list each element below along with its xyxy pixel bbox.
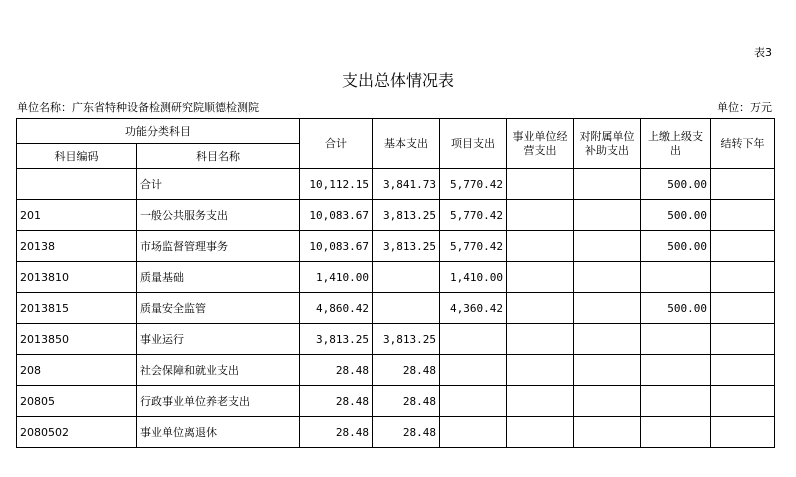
table-row bbox=[17, 417, 775, 448]
cell-business-expenditure bbox=[507, 262, 574, 293]
cell-total: 10,083.67 bbox=[300, 231, 373, 262]
table-row bbox=[17, 324, 775, 355]
cell-subsidy-expenditure bbox=[574, 293, 641, 324]
cell-basic-expenditure: 3,813.25 bbox=[373, 324, 440, 355]
cell-subject-name: 市场监督管理事务 bbox=[137, 231, 300, 262]
cell-project-expenditure: 5,770.42 bbox=[440, 169, 507, 200]
table-row bbox=[17, 169, 775, 200]
header-project-expenditure: 项目支出 bbox=[440, 119, 507, 169]
header-upper-payment: 上缴上级支出 bbox=[641, 119, 711, 169]
cell-subject-code: 2080502 bbox=[17, 417, 137, 448]
cell-total: 3,813.25 bbox=[300, 324, 373, 355]
cell-carry-forward bbox=[711, 355, 775, 386]
cell-business-expenditure bbox=[507, 200, 574, 231]
cell-business-expenditure bbox=[507, 355, 574, 386]
cell-basic-expenditure bbox=[373, 262, 440, 293]
cell-business-expenditure bbox=[507, 324, 574, 355]
cell-carry-forward bbox=[711, 200, 775, 231]
table-row bbox=[17, 386, 775, 417]
table-row bbox=[17, 231, 775, 262]
cell-project-expenditure bbox=[440, 386, 507, 417]
cell-business-expenditure bbox=[507, 231, 574, 262]
cell-carry-forward bbox=[711, 169, 775, 200]
cell-subject-code bbox=[17, 169, 137, 200]
cell-subsidy-expenditure bbox=[574, 262, 641, 293]
cell-upper-payment: 500.00 bbox=[641, 293, 711, 324]
cell-basic-expenditure: 3,813.25 bbox=[373, 231, 440, 262]
header-total: 合计 bbox=[300, 119, 373, 169]
cell-total: 28.48 bbox=[300, 355, 373, 386]
expenditure-table bbox=[16, 118, 775, 448]
cell-basic-expenditure bbox=[373, 293, 440, 324]
cell-subsidy-expenditure bbox=[574, 386, 641, 417]
cell-basic-expenditure: 28.48 bbox=[373, 355, 440, 386]
cell-upper-payment bbox=[641, 417, 711, 448]
cell-project-expenditure: 4,360.42 bbox=[440, 293, 507, 324]
table-row bbox=[17, 293, 775, 324]
cell-carry-forward bbox=[711, 324, 775, 355]
cell-upper-payment: 500.00 bbox=[641, 231, 711, 262]
header-subsidy-expenditure: 对附属单位补助支出 bbox=[574, 119, 641, 169]
cell-business-expenditure bbox=[507, 386, 574, 417]
cell-basic-expenditure: 3,841.73 bbox=[373, 169, 440, 200]
cell-upper-payment: 500.00 bbox=[641, 169, 711, 200]
cell-upper-payment: 500.00 bbox=[641, 200, 711, 231]
cell-subject-name: 事业运行 bbox=[137, 324, 300, 355]
cell-subject-code: 201 bbox=[17, 200, 137, 231]
cell-subject-code: 2013815 bbox=[17, 293, 137, 324]
header-function-category: 功能分类科目 bbox=[17, 119, 300, 144]
cell-subsidy-expenditure bbox=[574, 355, 641, 386]
table-row bbox=[17, 200, 775, 231]
cell-subject-name: 一般公共服务支出 bbox=[137, 200, 300, 231]
page-title: 支出总体情况表 bbox=[341, 71, 454, 90]
unit-name: 单位名称：广东省特种设备检测研究院顺德检测院 bbox=[17, 101, 259, 114]
cell-subsidy-expenditure bbox=[574, 417, 641, 448]
currency-unit: 单位：万元 bbox=[717, 101, 772, 114]
header-business-expenditure: 事业单位经营支出 bbox=[507, 119, 574, 169]
cell-subject-code: 20805 bbox=[17, 386, 137, 417]
cell-basic-expenditure: 28.48 bbox=[373, 417, 440, 448]
table-row bbox=[17, 355, 775, 386]
cell-carry-forward bbox=[711, 293, 775, 324]
header-subject-code: 科目编码 bbox=[17, 144, 137, 169]
cell-carry-forward bbox=[711, 417, 775, 448]
cell-carry-forward bbox=[711, 231, 775, 262]
cell-subject-name: 行政事业单位养老支出 bbox=[137, 386, 300, 417]
cell-total: 28.48 bbox=[300, 386, 373, 417]
cell-business-expenditure bbox=[507, 417, 574, 448]
cell-subject-name: 质量基础 bbox=[137, 262, 300, 293]
cell-total: 10,083.67 bbox=[300, 200, 373, 231]
cell-subsidy-expenditure bbox=[574, 169, 641, 200]
cell-subject-name: 质量安全监管 bbox=[137, 293, 300, 324]
cell-upper-payment bbox=[641, 386, 711, 417]
header-carry-forward: 结转下年 bbox=[711, 119, 775, 169]
cell-subject-name: 合计 bbox=[137, 169, 300, 200]
cell-total: 10,112.15 bbox=[300, 169, 373, 200]
cell-project-expenditure: 5,770.42 bbox=[440, 200, 507, 231]
table-row bbox=[17, 262, 775, 293]
cell-project-expenditure: 1,410.00 bbox=[440, 262, 507, 293]
cell-subject-code: 20138 bbox=[17, 231, 137, 262]
cell-total: 1,410.00 bbox=[300, 262, 373, 293]
cell-project-expenditure bbox=[440, 355, 507, 386]
cell-business-expenditure bbox=[507, 169, 574, 200]
cell-total: 28.48 bbox=[300, 417, 373, 448]
header-basic-expenditure: 基本支出 bbox=[373, 119, 440, 169]
cell-basic-expenditure: 3,813.25 bbox=[373, 200, 440, 231]
cell-subject-code: 2013850 bbox=[17, 324, 137, 355]
cell-project-expenditure: 5,770.42 bbox=[440, 231, 507, 262]
cell-upper-payment bbox=[641, 324, 711, 355]
cell-subject-name: 社会保障和就业支出 bbox=[137, 355, 300, 386]
cell-business-expenditure bbox=[507, 293, 574, 324]
cell-basic-expenditure: 28.48 bbox=[373, 386, 440, 417]
cell-total: 4,860.42 bbox=[300, 293, 373, 324]
cell-subject-code: 208 bbox=[17, 355, 137, 386]
cell-upper-payment bbox=[641, 355, 711, 386]
header-subject-name: 科目名称 bbox=[137, 144, 300, 169]
table-body bbox=[17, 169, 775, 448]
cell-project-expenditure bbox=[440, 324, 507, 355]
cell-carry-forward bbox=[711, 262, 775, 293]
table-number: 表3 bbox=[754, 46, 772, 59]
cell-subsidy-expenditure bbox=[574, 231, 641, 262]
cell-project-expenditure bbox=[440, 417, 507, 448]
cell-carry-forward bbox=[711, 386, 775, 417]
cell-subject-name: 事业单位离退休 bbox=[137, 417, 300, 448]
cell-subsidy-expenditure bbox=[574, 200, 641, 231]
cell-subsidy-expenditure bbox=[574, 324, 641, 355]
cell-upper-payment bbox=[641, 262, 711, 293]
cell-subject-code: 2013810 bbox=[17, 262, 137, 293]
